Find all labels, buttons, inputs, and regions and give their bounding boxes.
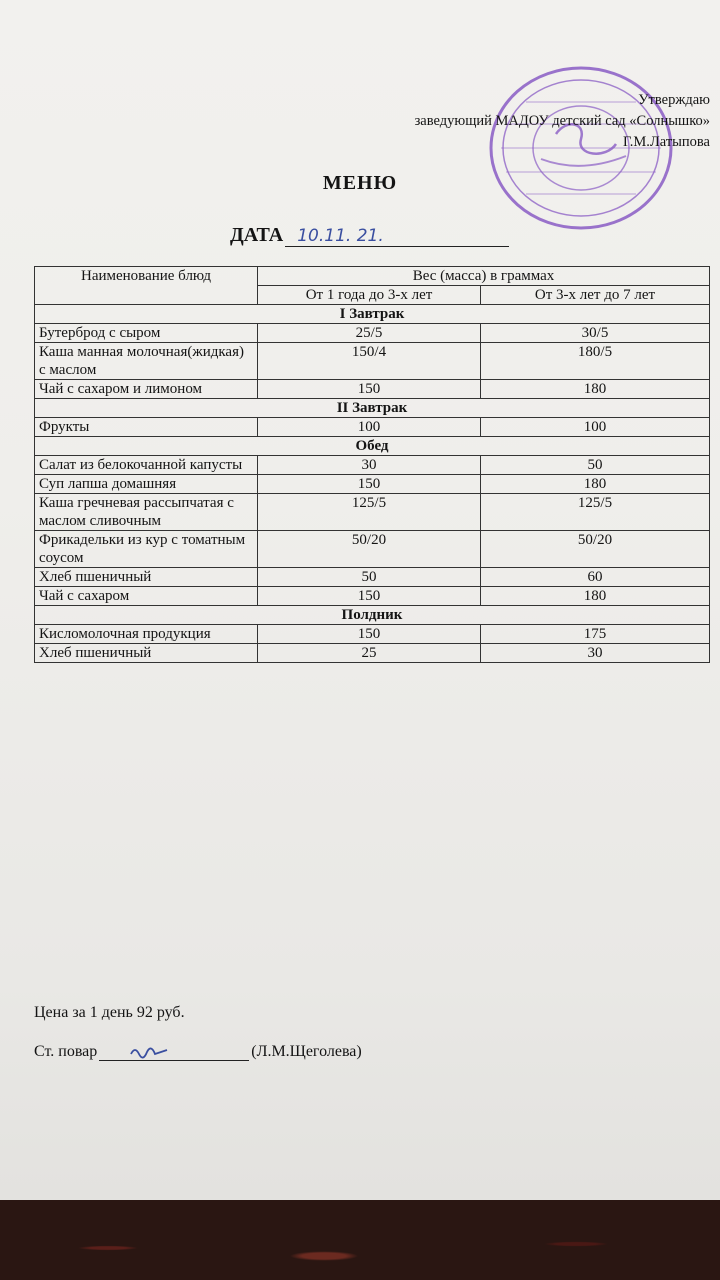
- weight-age-1-3: 50: [258, 568, 481, 587]
- dish-name: Бутерброд с сыром: [35, 324, 258, 343]
- weight-age-3-7: 180/5: [481, 343, 710, 380]
- cook-label: Ст. повар: [34, 1043, 98, 1060]
- dish-name: Фрикадельки из кур с томатным соусом: [35, 531, 258, 568]
- section-title: II Завтрак: [35, 399, 710, 418]
- date-row: [230, 224, 509, 247]
- table-row: [35, 418, 710, 437]
- section-row: [35, 606, 710, 625]
- weight-age-3-7: 180: [481, 475, 710, 494]
- weight-age-3-7: 180: [481, 587, 710, 606]
- weight-age-3-7: 30/5: [481, 324, 710, 343]
- handwritten-signature: [129, 1040, 169, 1062]
- section-row: [35, 437, 710, 456]
- weight-age-3-7: 50/20: [481, 531, 710, 568]
- cook-name: (Л.М.Щеголева): [251, 1043, 362, 1060]
- daily-price: Цена за 1 день 92 руб.: [34, 1004, 185, 1021]
- header-dish: Наименование блюд: [35, 267, 258, 305]
- weight-age-3-7: 175: [481, 625, 710, 644]
- dish-name: Чай с сахаром и лимоном: [35, 380, 258, 399]
- weight-age-1-3: 125/5: [258, 494, 481, 531]
- dish-name: Хлеб пшеничный: [35, 568, 258, 587]
- dish-name: Кисломолочная продукция: [35, 625, 258, 644]
- header-age-1-3: От 1 года до 3-х лет: [258, 286, 481, 305]
- table-row: [35, 644, 710, 663]
- section-title: Полдник: [35, 606, 710, 625]
- weight-age-1-3: 150: [258, 587, 481, 606]
- menu-title: МЕНЮ: [322, 172, 398, 194]
- date-label: ДАТА: [230, 224, 284, 246]
- section-row: [35, 305, 710, 324]
- approval-line-approve: Утверждаю: [638, 92, 710, 108]
- dish-name: Каша гречневая рассыпчатая с маслом сливочным: [35, 494, 258, 531]
- weight-age-1-3: 150: [258, 625, 481, 644]
- table-row: [35, 625, 710, 644]
- weight-age-3-7: 125/5: [481, 494, 710, 531]
- table-row: [35, 531, 710, 568]
- dish-name: Чай с сахаром: [35, 587, 258, 606]
- dish-name: Хлеб пшеничный: [35, 644, 258, 663]
- table-row: [35, 475, 710, 494]
- weight-age-1-3: 150: [258, 380, 481, 399]
- approval-line-position: заведующий МАДОУ детский сад «Солнышко»: [414, 113, 710, 129]
- table-row: [35, 380, 710, 399]
- header-age-3-7: От 3-х лет до 7 лет: [481, 286, 710, 305]
- table-row: [35, 456, 710, 475]
- table-row: [35, 587, 710, 606]
- weight-age-3-7: 50: [481, 456, 710, 475]
- table-row: [35, 343, 710, 380]
- weight-age-1-3: 150: [258, 475, 481, 494]
- header-weight: Вес (масса) в граммах: [258, 267, 710, 286]
- dish-name: Суп лапша домашняя: [35, 475, 258, 494]
- section-title: I Завтрак: [35, 305, 710, 324]
- weight-age-1-3: 100: [258, 418, 481, 437]
- section-title: Обед: [35, 437, 710, 456]
- table-header-row: [35, 267, 710, 286]
- approval-line-name: Г.М.Латыпова: [623, 134, 710, 150]
- section-row: [35, 399, 710, 418]
- cook-signature-row: [34, 1042, 362, 1061]
- approval-block: [415, 90, 710, 153]
- dish-name: Каша манная молочная(жидкая) с маслом: [35, 343, 258, 380]
- weight-age-1-3: 30: [258, 456, 481, 475]
- weight-age-3-7: 100: [481, 418, 710, 437]
- table-row: [35, 324, 710, 343]
- weight-age-1-3: 25: [258, 644, 481, 663]
- dish-name: Фрукты: [35, 418, 258, 437]
- weight-age-1-3: 25/5: [258, 324, 481, 343]
- dish-name: Салат из белокочанной капусты: [35, 456, 258, 475]
- menu-table: [34, 266, 710, 663]
- weight-age-3-7: 180: [481, 380, 710, 399]
- weight-age-1-3: 150/4: [258, 343, 481, 380]
- table-row: [35, 568, 710, 587]
- weight-age-3-7: 60: [481, 568, 710, 587]
- date-handwritten: 10.11. 21.: [297, 226, 384, 246]
- carpet-background: [0, 1200, 720, 1280]
- date-field: [285, 224, 509, 247]
- weight-age-3-7: 30: [481, 644, 710, 663]
- signature-line: [99, 1042, 249, 1061]
- weight-age-1-3: 50/20: [258, 531, 481, 568]
- table-row: [35, 494, 710, 531]
